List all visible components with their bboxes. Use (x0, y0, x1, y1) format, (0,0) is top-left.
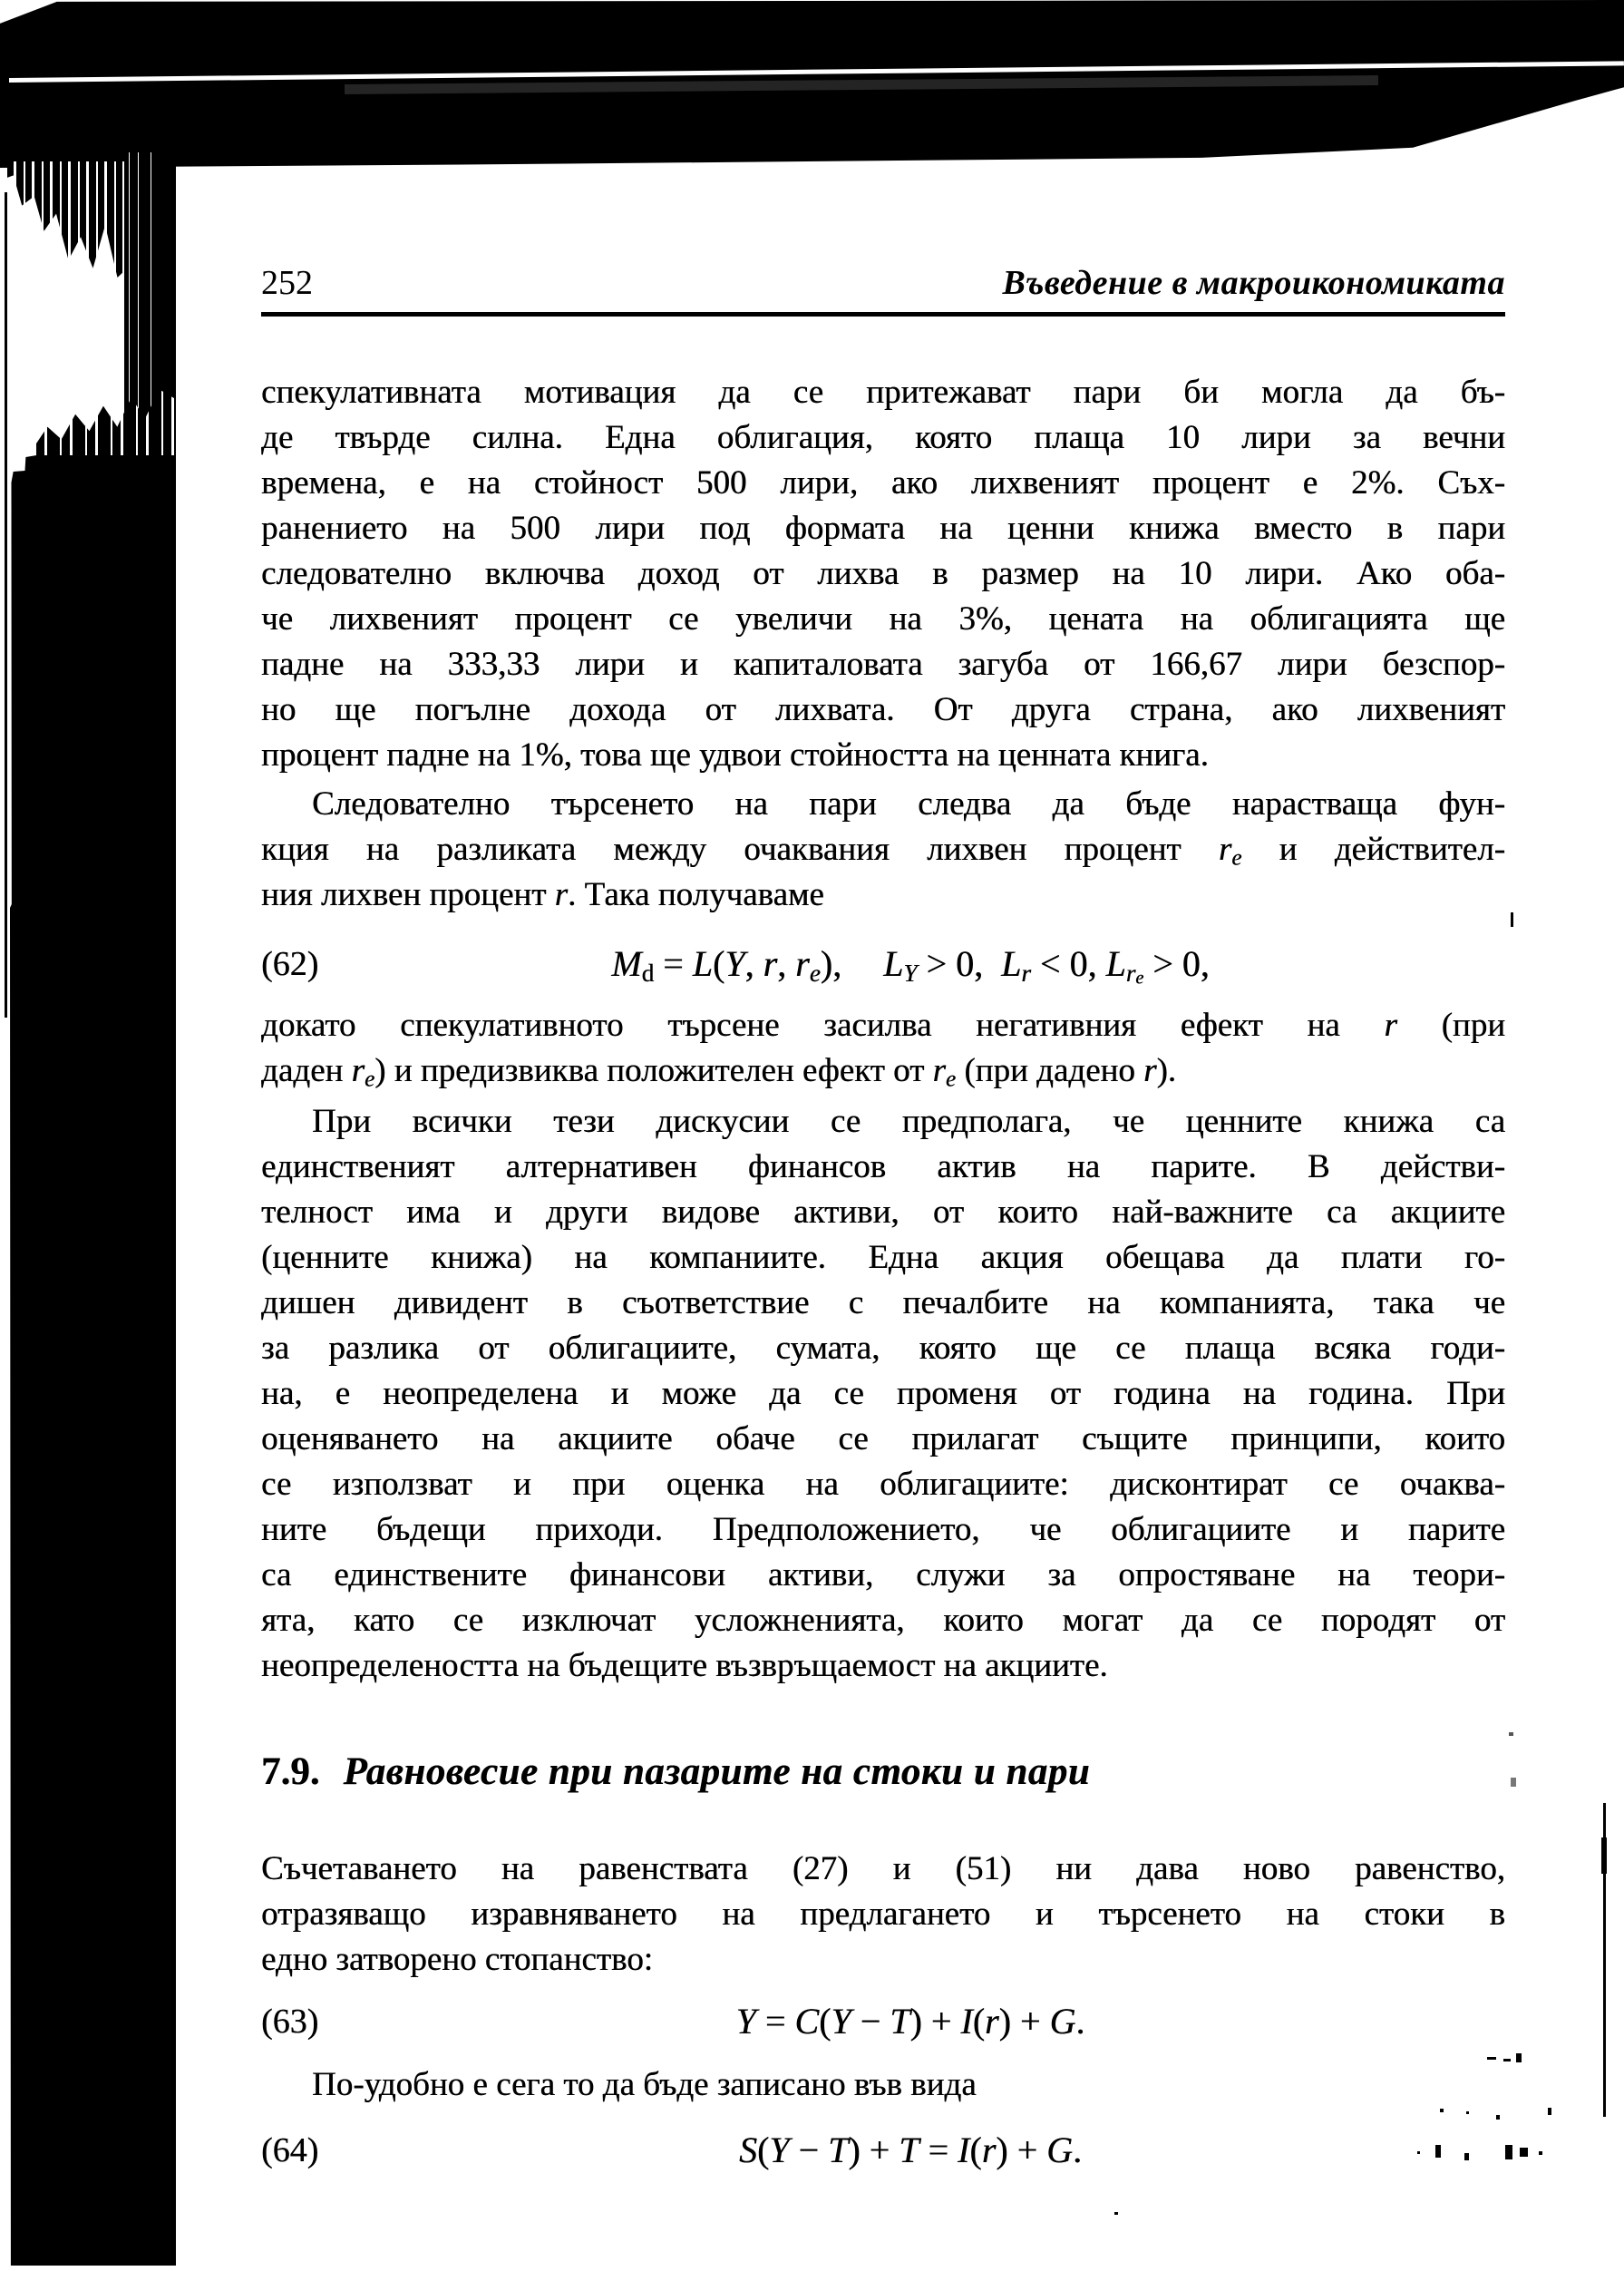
math-token: C (794, 2001, 820, 2042)
text-token: де твърде силна. Една облигация, която плаща 10 лири за вечни (261, 419, 1505, 456)
math-token: G (1046, 2130, 1074, 2170)
equation-math (261, 938, 1505, 1004)
scan-speck (1503, 2059, 1511, 2061)
text-token: на, е неопределена и може да се променя от година на година. При (261, 1375, 1505, 1412)
text-token: (при (1396, 1007, 1505, 1044)
text-token: ( (972, 2001, 986, 2042)
text-line (261, 1462, 1505, 1507)
text-token: ( (712, 943, 725, 984)
math-token: S (738, 2130, 757, 2170)
text-token: , (744, 943, 763, 984)
math-token: Y (769, 2130, 790, 2170)
text-token: > 0, (917, 943, 1002, 984)
scan-artifact-right-line-thick (1601, 1837, 1607, 1874)
math-token: r (932, 1052, 946, 1089)
math-token: e (1231, 845, 1242, 871)
scan-speck (1466, 2111, 1469, 2114)
text-line (261, 2062, 1505, 2108)
text-line (261, 1553, 1505, 1598)
text-line (261, 1145, 1505, 1190)
text-line (261, 733, 1505, 778)
text-line (261, 1003, 1505, 1048)
math-token: G (1049, 2001, 1076, 2042)
text-line (261, 1048, 1505, 1094)
equation-64 (261, 2124, 1505, 2177)
scan-artifact-edge-line (5, 192, 7, 1018)
math-token: L (883, 943, 904, 984)
text-token: ), (820, 943, 842, 984)
math-token: Y (903, 959, 918, 987)
text-token: ) + (996, 2130, 1047, 2170)
text-line (261, 370, 1505, 415)
text-token: Съчетаването на равенствата (27) и (51) ни дава ново равенство, (261, 1850, 1505, 1887)
text-token: . (1073, 2130, 1083, 2170)
text-token: Следователно търсенето на пари следва да бъде нарастваща фун- (312, 785, 1505, 823)
math-token: L (1001, 943, 1022, 984)
text-token: (при дадено (956, 1052, 1144, 1089)
text-token: кция на разликата между очаквания лихвен процент (261, 831, 1219, 868)
paragraph-2 (261, 782, 1505, 918)
scan-speck (1487, 2057, 1496, 2060)
math-token: r (763, 943, 778, 984)
equation-math (261, 2124, 1505, 2177)
text-line (261, 1847, 1505, 1892)
text-token: оценяването на акциите обаче се прилагат същите принципи, които (261, 1420, 1505, 1457)
scan-speck (1114, 2212, 1118, 2215)
text-line (261, 1892, 1505, 1937)
text-line (261, 1235, 1505, 1281)
text-token: за разлика от облигациите, сумата, която ще се плаща всяка годи- (261, 1330, 1505, 1367)
text-token: (ценните книжа) на компаниите. Една акция обещава да плати го- (261, 1239, 1505, 1276)
text-line (261, 415, 1505, 461)
math-token: r (1384, 1007, 1397, 1044)
text-token: По-удобно е сега то да бъде записано във вида (312, 2066, 977, 2103)
text-token: отразяващо изравняването на предлагането и търсенето на стоки в (261, 1896, 1505, 1933)
scan-speck (1511, 1778, 1516, 1787)
scan-speck (1520, 2148, 1528, 2157)
text-line (261, 782, 1505, 827)
paragraph-3 (261, 1003, 1505, 1094)
math-token: T (890, 2001, 910, 2042)
text-line (261, 687, 1505, 733)
math-token: L (692, 943, 713, 984)
paragraph-4 (261, 1099, 1505, 1689)
text-token: ята, като се изключат усложненията, които могат да се породят от (261, 1602, 1505, 1639)
text-token: ния лихвен процент (261, 876, 555, 913)
text-token: < 0, (1030, 943, 1106, 984)
text-line (261, 642, 1505, 687)
math-token: d (641, 959, 655, 987)
math-token: T (828, 2130, 849, 2170)
text-token: но ще погълне дохода от лихвата. От друга страна, ако лихвеният (261, 691, 1505, 728)
text-line (261, 551, 1505, 597)
scan-speck (1548, 2108, 1551, 2115)
text-line (261, 1190, 1505, 1235)
text-token: дишен дивидент в съответствие с печалбите на компанията, така че (261, 1284, 1505, 1321)
math-token: r (554, 876, 569, 913)
math-token: Y (724, 943, 745, 984)
text-token: едно затворено стопанство: (261, 1941, 653, 1978)
math-token: r (1125, 959, 1136, 987)
text-token: ните бъдещи приходи. Предположението, че облигациите и парите (261, 1511, 1505, 1548)
math-token: r (1021, 959, 1031, 987)
math-token: T (899, 2130, 919, 2170)
text-line (261, 872, 1505, 918)
text-token: ) + (998, 2001, 1050, 2042)
text-token: и действител- (1241, 831, 1505, 868)
text-token: процент падне на 1%, това ще удвои стойността на ценната книга. (261, 736, 1209, 774)
equation-label: (62) (261, 945, 319, 983)
text-token: времена, е на стойност 500 лири, ако лихвеният процент е 2%. Съх- (261, 464, 1505, 502)
text-token: = (654, 943, 693, 984)
text-token: ( (969, 2130, 982, 2170)
text-token: неопределеността на бъдещите възвръщаемост на акциите. (261, 1647, 1108, 1684)
page-number: 252 (261, 264, 313, 302)
text-token: При всички тези дискусии се предполага, че ценните книжа са (312, 1103, 1505, 1140)
equation-62 (261, 938, 1505, 990)
text-token: . (1075, 2001, 1085, 2042)
scan-speck (1505, 2145, 1512, 2159)
text-token: > 0, (1143, 943, 1210, 984)
text-line (261, 461, 1505, 506)
math-token: M (611, 943, 642, 984)
text-token: са единствените финансови активи, служи за опростяване на теори- (261, 1556, 1505, 1594)
text-token: ) + (848, 2130, 900, 2170)
text-token: че лихвеният процент се увеличи на 3%, цената на облигацията ще (261, 600, 1505, 638)
math-token: e (945, 1067, 957, 1092)
text-line (261, 1643, 1505, 1689)
scan-speck (1539, 2151, 1542, 2155)
section-title: Равновесие при пазарите на стоки и пари (343, 1750, 1091, 1793)
scan-speck (1496, 2115, 1500, 2120)
paragraph-5 (261, 1847, 1505, 1983)
math-token: r (981, 2130, 997, 2170)
text-line (261, 1937, 1505, 1983)
text-token: = (919, 2130, 958, 2170)
text-line (261, 827, 1505, 872)
text-token: спекулативната мотивация да се притежават пари би могла да бъ- (261, 374, 1505, 411)
equation-math (261, 1995, 1505, 2048)
text-token: единственият алтернативен финансов актив на парите. В действи- (261, 1148, 1505, 1185)
text-line (261, 1507, 1505, 1553)
equation-63 (261, 1995, 1505, 2048)
text-token: ) и предизвиква положителен ефект от (374, 1052, 933, 1089)
text-token: − (789, 2130, 829, 2170)
section-number: 7.9. (261, 1750, 320, 1793)
text-token: телност има и други видове активи, от които най-важните са акциите (261, 1194, 1505, 1231)
math-token: r (351, 1052, 365, 1089)
text-token: се използват и при оценка на облигациите: дисконтират се очаква- (261, 1466, 1505, 1503)
scan-artifact-left-blob (10, 455, 176, 2266)
math-token: r (1143, 1052, 1157, 1089)
scan-artifact-comb-streaks (7, 161, 130, 278)
math-token: e (1135, 968, 1144, 989)
text-line (261, 1417, 1505, 1462)
text-token: докато спекулативното търсене засилва негативния ефект на (261, 1007, 1385, 1044)
text-token: ранението на 500 лири под формата на ценни книжа вместо в пари (261, 510, 1505, 547)
math-token: Y (735, 2001, 756, 2042)
text-token: ( (819, 2001, 831, 2042)
equation-label: (63) (261, 2003, 319, 2041)
text-line (261, 597, 1505, 642)
text-line (261, 1326, 1505, 1371)
text-token: следователно включва доход от лихва в размер на 10 лири. Ако оба- (261, 555, 1505, 592)
text-token: ). (1156, 1052, 1177, 1089)
math-token: L (1105, 943, 1126, 984)
scan-artifact-tick (1511, 912, 1513, 927)
text-token: даден (261, 1052, 352, 1089)
section-heading (261, 1747, 1090, 1798)
running-title: Въведение в макроикономиката (1002, 264, 1505, 302)
text-token: − (851, 2001, 890, 2042)
math-token: e (809, 959, 821, 987)
math-token: e (364, 1067, 375, 1092)
text-token: = (755, 2001, 795, 2042)
math-token: I (960, 2001, 973, 2042)
text-token: падне на 333,33 лири и капиталовата загуба от 166,67 лири безспор- (261, 646, 1505, 683)
paragraph-1 (261, 370, 1505, 778)
page-header (261, 265, 1505, 317)
scan-speck (1440, 2109, 1444, 2112)
text-token: ) + (909, 2001, 961, 2042)
equation-label: (64) (261, 2131, 319, 2169)
text-line (261, 1598, 1505, 1643)
math-token: r (795, 943, 810, 984)
scan-speck (1509, 1732, 1513, 1736)
text-line (261, 1099, 1505, 1145)
text-line (261, 1371, 1505, 1417)
text-token: ( (756, 2130, 770, 2170)
paragraph-6 (261, 2062, 1505, 2108)
scan-speck (1516, 2053, 1522, 2062)
text-token: . Така получаваме (568, 876, 824, 913)
math-token: Y (831, 2001, 851, 2042)
text-token: , (777, 943, 796, 984)
math-token: r (1218, 831, 1232, 868)
math-token: I (958, 2130, 970, 2170)
math-token: r (985, 2001, 999, 2042)
text-line (261, 506, 1505, 551)
text-line (261, 1281, 1505, 1326)
